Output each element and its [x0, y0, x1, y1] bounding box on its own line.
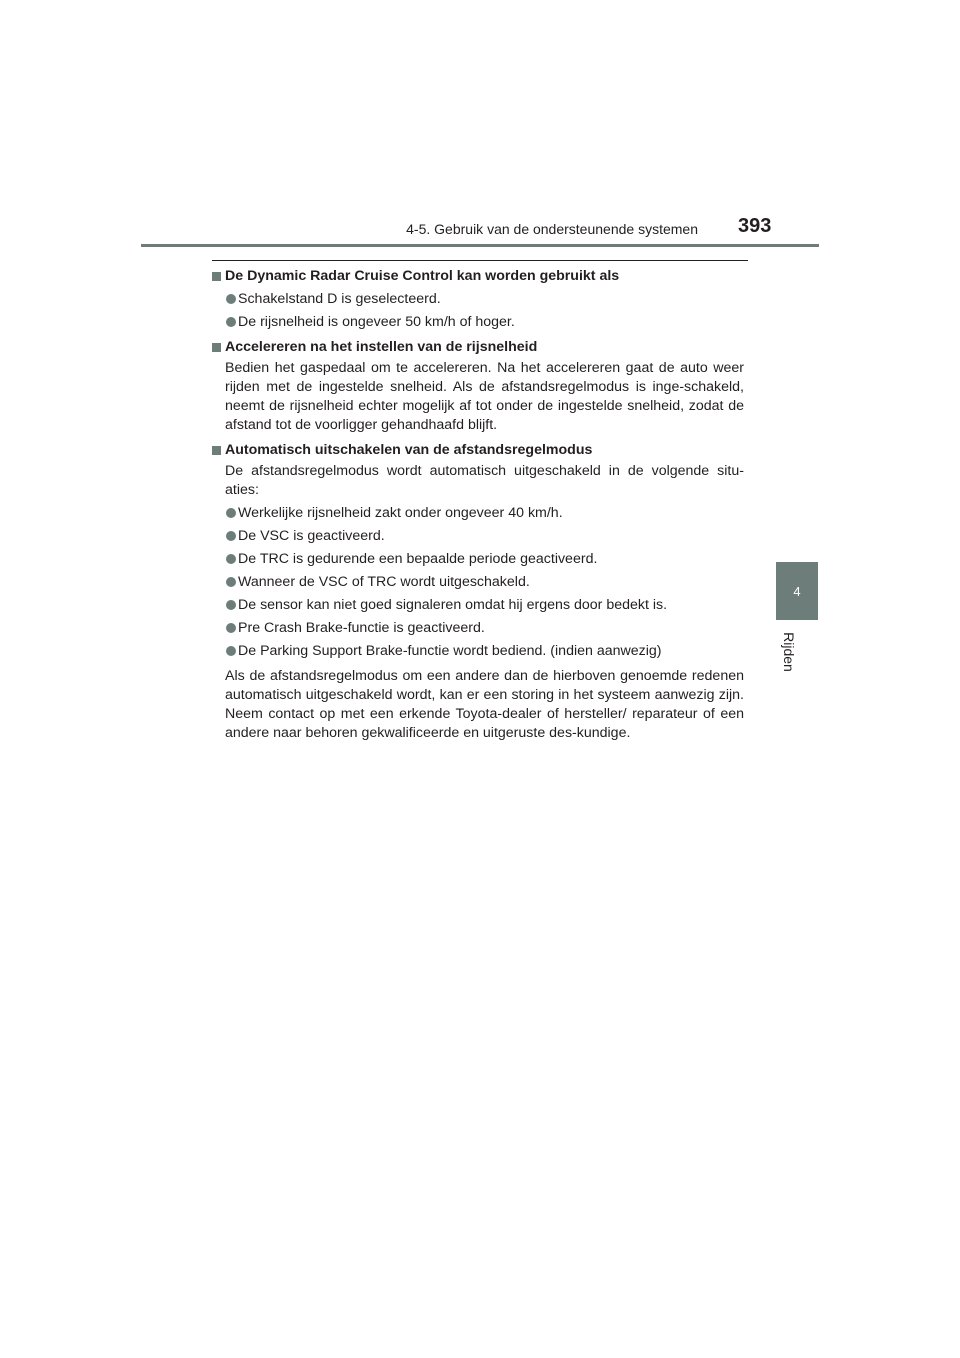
list-item: Pre Crash Brake-functie is geactiveerd.: [212, 619, 744, 638]
list-item: De VSC is geactiveerd.: [212, 527, 744, 546]
list-item: Wanneer de VSC of TRC wordt uitgeschakeld.: [212, 573, 744, 592]
list-item: De sensor kan niet goed signaleren omdat hij ergens door bedekt is.: [212, 596, 744, 615]
list-item: Schakelstand D is geselecteerd.: [212, 290, 744, 309]
list-item: Werkelijke rijsnelheid zakt onder ongeveer 40 km/h.: [212, 504, 744, 523]
list-item: De Parking Support Brake-functie wordt bediend. (indien aanwezig): [212, 642, 744, 661]
list-item: De rijsnelheid is ongeveer 50 km/h of hoger.: [212, 313, 744, 332]
header-rule: [141, 244, 819, 247]
section-heading: De Dynamic Radar Cruise Control kan worden gebruikt als: [212, 267, 744, 286]
section-heading: Accelereren na het instellen van de rijsnelheid: [212, 338, 744, 357]
page-number: 393: [738, 215, 772, 237]
chapter-header-title: 4-5. Gebruik van de ondersteunende systemen: [406, 221, 698, 237]
chapter-side-label: Rijden: [781, 632, 797, 672]
closing-paragraph: Als de afstandsregelmodus om een andere dan de hierboven genoemde redenen automatisch uitgeschakeld wordt, kan er een storing in het systeem aanwezig zijn. Neem contact op met een erkende Toyota-dealer of hersteller/ reparateur of een andere naar behoren gekwalificeerde en uitgeruste des-kundige.: [225, 668, 744, 741]
section-paragraph: De afstandsregelmodus wordt automatisch uitgeschakeld in de volgende situ-aties:: [225, 463, 744, 498]
chapter-tab: 4: [776, 562, 818, 620]
section-heading: Automatisch uitschakelen van de afstandsregelmodus: [212, 441, 744, 460]
section-rule: [212, 260, 748, 261]
section-paragraph: Bedien het gaspedaal om te accelereren. Na het accelereren gaat de auto weer rijden met de ingestelde snelheid. Als de afstandsregelmodus is inge-schakeld, neemt de rijsnelheid echter mogelijk af tot onder de ingestelde snelheid, zodat de afstand tot de voorligger gehandhaafd blijft.: [225, 360, 744, 433]
list-item: De TRC is gedurende een bepaalde periode geactiveerd.: [212, 550, 744, 569]
main-content: [212, 264, 744, 743]
